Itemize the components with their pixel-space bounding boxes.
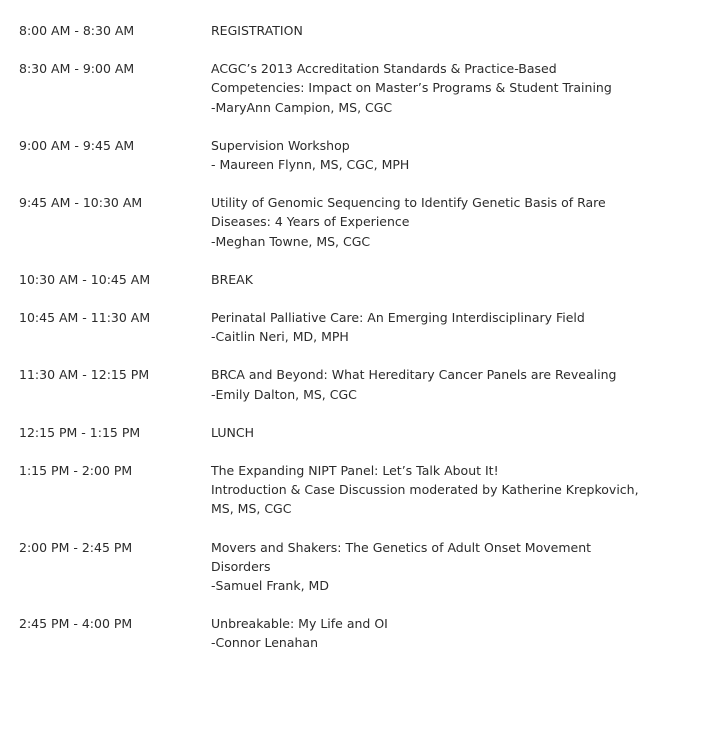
session-speaker: -Connor Lenahan [211,635,319,651]
session-details [211,136,689,174]
agenda-row [19,614,689,652]
session-details [211,614,689,652]
agenda-row [19,59,689,117]
session-time: 12:15 PM - 1:15 PM [19,424,141,440]
session-speaker: -Samuel Frank, MD [211,578,329,594]
session-details [211,461,689,519]
agenda-row [19,308,689,346]
session-time: 10:30 AM - 10:45 AM [19,271,151,287]
session-time: 2:45 PM - 4:00 PM [19,616,133,632]
session-title: Unbreakable: My Life and OI [211,616,388,632]
session-title-line: Diseases: 4 Years of Experience [211,214,410,230]
agenda-row [19,21,689,40]
session-time: 8:00 AM - 8:30 AM [19,23,135,38]
session-details [211,308,689,346]
session-title-line: Competencies: Impact on Master’s Programs & Student Training [211,80,612,96]
session-speaker: -MaryAnn Campion, MS, CGC [211,99,393,115]
session-details [211,538,689,596]
session-time: 11:30 AM - 12:15 PM [19,367,150,383]
agenda-row [19,423,689,442]
session-speaker: -Meghan Towne, MS, CGC [211,233,371,249]
session-time: 9:45 AM - 10:30 AM [19,195,143,211]
session-details [211,270,689,289]
session-speaker: -Caitlin Neri, MD, MPH [211,329,349,345]
session-time: 10:45 AM - 11:30 AM [19,310,151,326]
session-time: 8:30 AM - 9:00 AM [19,61,135,77]
session-title-line: ACGC’s 2013 Accreditation Standards & Practice-Based [211,61,557,77]
session-details [211,21,689,40]
agenda-list [19,21,689,672]
session-speaker: -Emily Dalton, MS, CGC [211,386,357,402]
session-time: 1:15 PM - 2:00 PM [19,463,133,479]
agenda-row [19,365,689,403]
session-title-line: Movers and Shakers: The Genetics of Adult Onset Movement [211,539,592,555]
session-details [211,193,689,251]
session-title: The Expanding NIPT Panel: Let’s Talk About It! [211,463,499,479]
agenda-row [19,538,689,596]
session-title-line: Utility of Genomic Sequencing to Identify Genetic Basis of Rare [211,195,606,211]
session-title: Perinatal Palliative Care: An Emerging Interdisciplinary Field [211,310,585,326]
session-time: 9:00 AM - 9:45 AM [19,137,135,153]
session-speaker: - Maureen Flynn, MS, CGC, MPH [211,157,410,173]
session-details [211,365,689,403]
agenda-row [19,461,689,519]
session-details [211,59,689,117]
session-description-line: MS, MS, CGC [211,501,292,517]
session-title: LUNCH [211,424,254,440]
agenda-row [19,193,689,251]
session-title: Supervision Workshop [211,137,350,153]
agenda-row [19,136,689,174]
session-title: BREAK [211,271,253,287]
session-title: BRCA and Beyond: What Hereditary Cancer Panels are Revealing [211,367,617,383]
agenda-row [19,270,689,289]
session-details [211,423,689,442]
session-title: REGISTRATION [211,23,303,38]
session-description-line: Introduction & Case Discussion moderated by Katherine Krepkovich, [211,482,639,498]
session-time: 2:00 PM - 2:45 PM [19,539,133,555]
session-title-line: Disorders [211,558,271,574]
